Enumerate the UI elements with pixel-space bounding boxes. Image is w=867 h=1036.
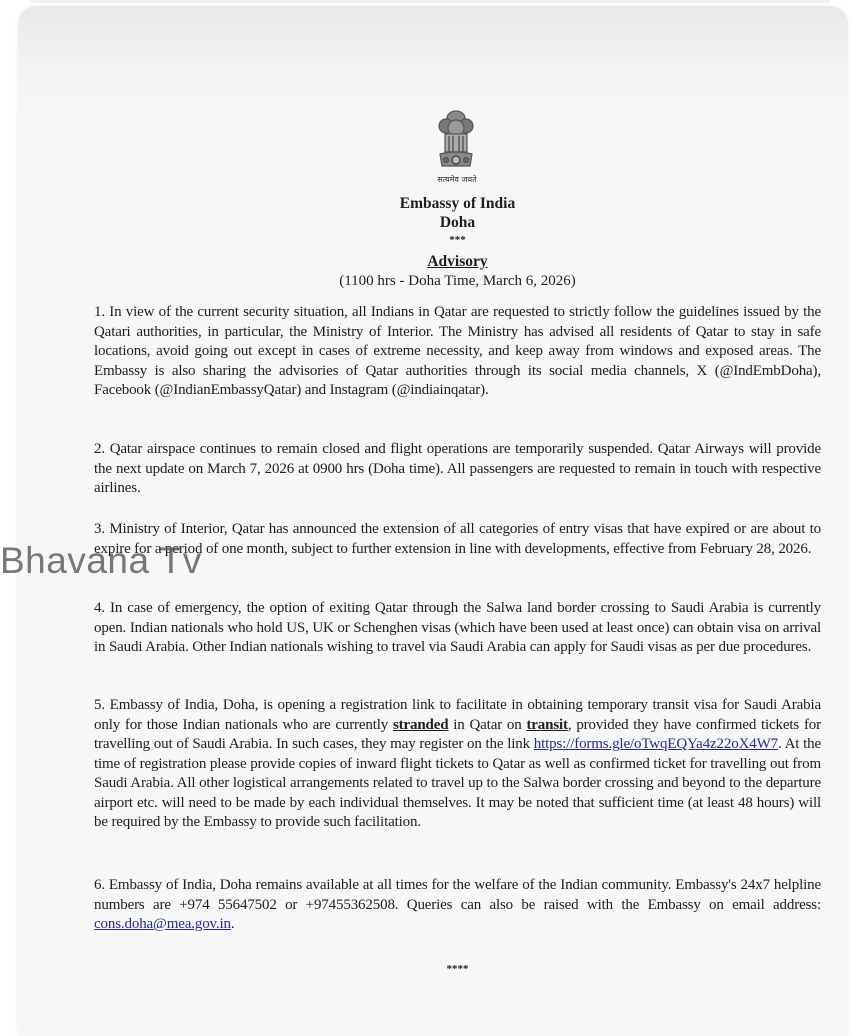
registration-link[interactable]: https://forms.gle/oTwqEQYa4z22oX4W7 [533, 736, 778, 752]
paragraph-6-text-a: 6. Embassy of India, Doha remains available at all times for the welfare of the Indian community. Embassy's 24x7 helpline numbers are +974 55647502 or +97455362508. Queries can also be raised with the Embassy on email address: [94, 877, 821, 913]
paragraph-5-text-d: . At the time of registration please provide copies of inward flight tickets to Qatar as well as confirmed ticket for travelling out from Saudi Arabia. All other logistical arrangements related to travel up to the Salwa border crossing and beyond to the departure airport etc. will need to be made by each individual themselves. It may be noted that sufficient time (at least 48 hours) will be required by the Embassy to provide such facilitation. [94, 736, 821, 830]
paragraph-2: 2. Qatar airspace continues to remain closed and flight operations are temporarily suspended. Qatar Airways will provide the next update on March 7, 2026 at 0900 hrs (Doha time). All passengers are requested to remain in touch with respective airlines. [94, 441, 821, 496]
paragraph-6-text-b: . [230, 916, 235, 932]
closing-separator: **** [446, 963, 469, 975]
watermark-text: Bhavana Tv [0, 540, 202, 581]
paragraph-5-text-b: in Qatar on [448, 716, 527, 733]
top-edge-strip [30, 0, 830, 3]
paragraph-5 [94, 696, 821, 833]
header-separator: *** [449, 234, 466, 246]
paragraph-4: 4. In case of emergency, the option of exiting Qatar through the Salwa land border crossing to Saudi Arabia is currently open. Indian nationals who hold US, UK or Schenghen visas (which have been used at least once) can obtain visa on arrival in Saudi Arabia. Other Indian nationals wishing to travel via Saudi Arabia can apply for Saudi visas as per due procedures. [94, 600, 821, 655]
advisory-title-text: Advisory [427, 253, 488, 270]
advisory-timestamp: (1100 hrs - Doha Time, March 6, 2026) [339, 273, 576, 289]
paragraph-1: 1. In view of the current security situation, all Indians in Qatar are requested to strictly follow the guidelines issued by the Qatari authorities, in particular, the Ministry of Interior. The Ministry has advised all residents of Qatar to stay in safe locations, avoid going out except in cases of extreme necessity, and keep away from windows and exposed areas. The Embassy is also sharing the advisories of Qatar authorities through its social media channels, X (@IndEmbDoha), Facebook (@IndianEmbassyQatar) and Instagram (@indiainqatar). [94, 304, 821, 398]
email-link[interactable]: cons.doha@mea.gov.in [94, 916, 231, 932]
paragraph-3: 3. Ministry of Interior, Qatar has announced the extension of all categories of entry visas that have expired or are about to expire for a period of one month, subject to further extension in line with developments, effective from February 28, 2026. [94, 521, 821, 557]
document-card [18, 6, 848, 1036]
organization-name: Embassy of India [399, 195, 516, 212]
emphasis-stranded: stranded [392, 716, 449, 733]
paragraph-5-text-c: , provided they have confirmed tickets for travelling out of Saudi Arabia. In such cases, they may register on the link [94, 716, 821, 752]
organization-city: Doha [439, 214, 476, 231]
emblem-motto: सत्यमेव जयते [437, 175, 477, 184]
emphasis-transit: transit [526, 716, 568, 733]
paragraph-5-text-a: 5. Embassy of India, Doha, is opening a registration link to facilitate in obtaining temporary transit visa for Saudi Arabia only for those Indian nationals who are currently [94, 697, 821, 733]
advisory-title [94, 252, 821, 272]
paragraph-6 [94, 876, 821, 935]
